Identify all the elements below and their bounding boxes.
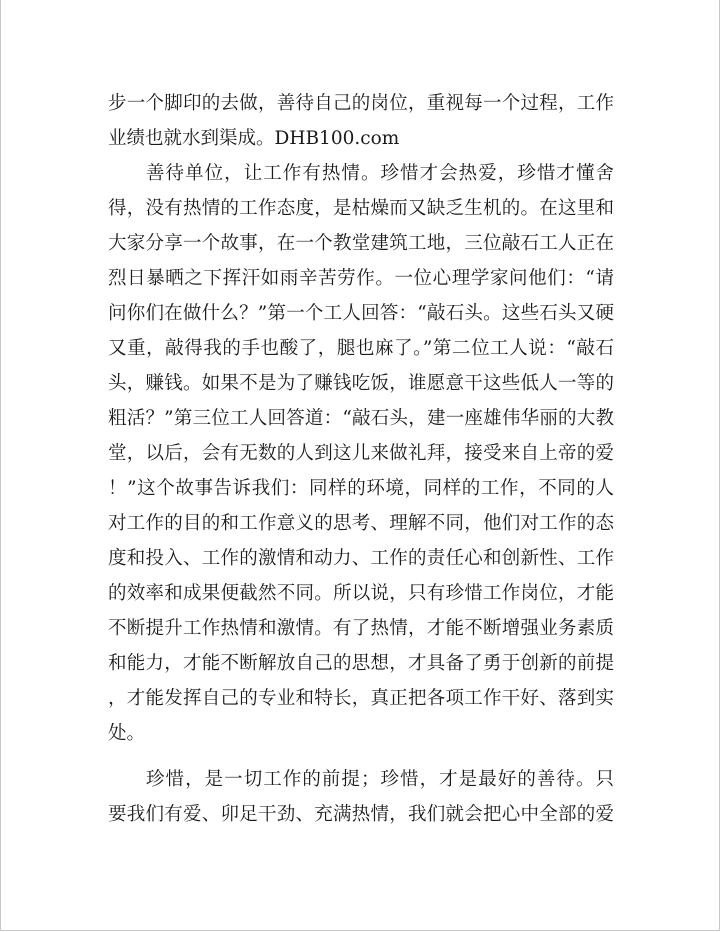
text-line: 又重，敲得我的手也酸了，腿也麻了。”第二位工人说：“敲石 <box>108 338 614 359</box>
text-line: 大家分享一个故事，在一个教堂建筑工地，三位敲石工人正在 <box>108 233 614 254</box>
document-body <box>108 86 614 832</box>
paragraph-start-line: 珍惜，是一切工作的前提；珍惜，才是最好的善待。只 <box>146 769 614 790</box>
text-line: 得，没有热情的工作态度，是枯燥而又缺乏生机的。在这里和 <box>108 198 614 219</box>
text-line: 的效率和成果便截然不同。所以说，只有珍惜工作岗位，才能 <box>108 583 614 604</box>
text-line: ！”这个故事告诉我们：同样的环境，同样的工作，不同的人 <box>108 478 614 499</box>
text-line: 堂，以后，会有无数的人到这儿来做礼拜，接受来自上帝的爱 <box>108 443 614 464</box>
text-line: 头，赚钱。如果不是为了赚钱吃饭，谁愿意干这些低人一等的 <box>108 373 614 394</box>
paragraph-start-line: 善待单位，让工作有热情。珍惜才会热爱，珍惜才懂舍 <box>146 163 614 184</box>
text-line: ，才能发挥自己的专业和特长，真正把各项工作干好、落到实 <box>108 688 614 709</box>
text-line: 处。 <box>108 723 146 744</box>
text-line: 和能力，才能不断解放自己的思想，才具备了勇于创新的前提 <box>108 653 614 674</box>
text-line: 问你们在做什么？”第一个工人回答：“敲石头。这些石头又硬 <box>108 303 614 324</box>
text-line: 度和投入、工作的激情和动力、工作的责任心和创新性、工作 <box>108 548 614 569</box>
text-line: 步一个脚印的去做，善待自己的岗位，重视每一个过程，工作 <box>108 93 614 114</box>
text-line: 烈日暴晒之下挥汗如雨辛苦劳作。一位心理学家问他们：“请 <box>108 268 614 289</box>
text-line: 业绩也就水到渠成。DHB100.com <box>108 128 400 149</box>
text-line: 不断提升工作热情和激情。有了热情，才能不断增强业务素质 <box>108 618 614 639</box>
text-line: 要我们有爱、卯足干劲、充满热情，我们就会把心中全部的爱 <box>108 804 614 825</box>
text-line: 粗活？”第三位工人回答道：“敲石头，建一座雄伟华丽的大教 <box>108 408 614 429</box>
text-line: 对工作的目的和工作意义的思考、理解不同，他们对工作的态 <box>108 513 614 534</box>
